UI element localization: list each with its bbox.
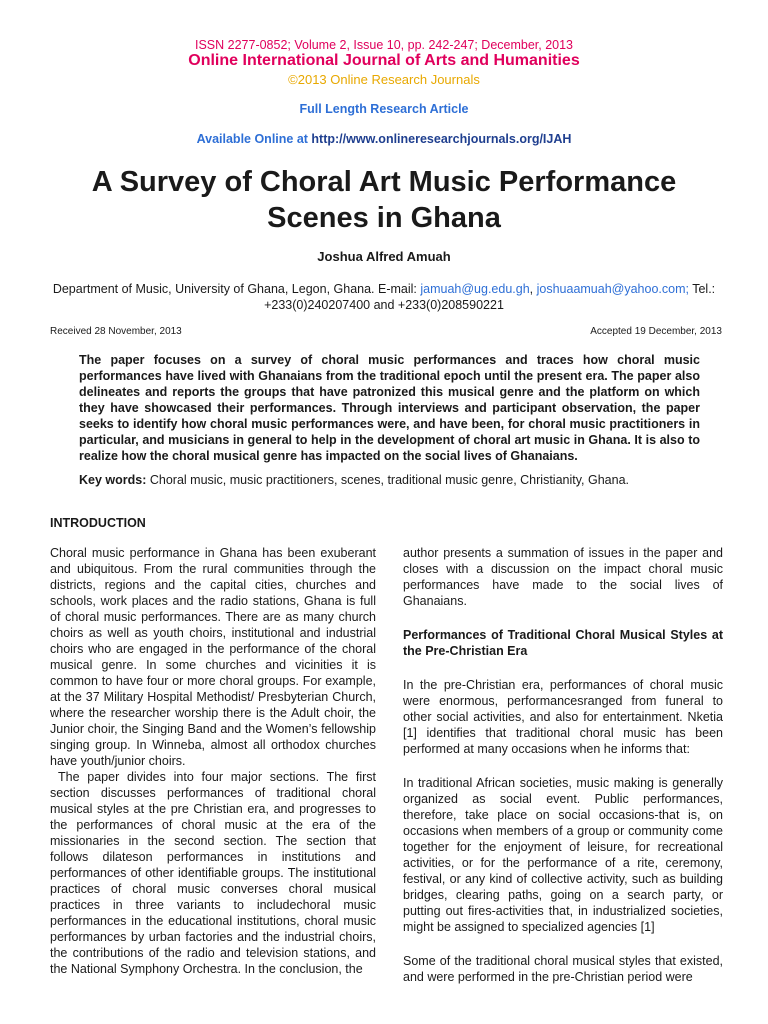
block-quote: In traditional African societies, music making is generally organized as social event. Public performances, therefore, take place on social occasions-that is, on occasions when members of a group or community come together for the enjoyment of leisure, for recreational activities, or for the performance of a rite, ceremony, festival, or any kind of collective activity, such as building bridges, clearing paths, going on a search party, or putting out fires-activities that, in industrialized societies, might be assigned to specialized agencies [1] <box>403 776 723 934</box>
paragraph: Some of the traditional choral musical styles that existed, and were performed in the pre-Christian period were <box>403 954 723 984</box>
journal-url-link[interactable]: http://www.onlineresearchjournals.org/IJAH <box>311 132 572 146</box>
paragraph: The paper divides into four major sections. The first section discusses performances of traditional choral musical styles at the pre Christian era, and progresses to the performances of choral music at the era of the missionaries in the second section. The section that follows dilateson performances in institutions and performances of other identifiable groups. The institutional practices of choral music converses choral musical practices in three variants to includechoral music performances in the educational institutions, choral music performances by urban factories and the industrial choirs, the contributions of the radio and television stations, and the National Symphony Orchestra. In the conclusion, the <box>50 770 376 976</box>
paragraph: In the pre-Christian era, performances of choral music were enormous, performancesranged from funeral to other social activities, and also for entertainment. Nketia [1] identifies that traditional choral music has been performed at many occasions when he informs that: <box>403 678 723 756</box>
keywords-label: Key words: <box>79 473 147 487</box>
left-column <box>50 545 376 977</box>
availability-line <box>0 132 768 146</box>
section-subheading: Performances of Traditional Choral Musical Styles at the Pre-Christian Era <box>403 628 723 658</box>
paper-title-line-2: Scenes in Ghana <box>267 202 501 234</box>
author-affiliation <box>50 281 718 313</box>
email-link-1[interactable]: jamuah@ug.edu.gh <box>420 282 530 296</box>
paragraph: Choral music performance in Ghana has been exuberant and ubiquitous. From the rural communities through the districts, regions and the capital cities, churches and schools, work places and the radio stations, Ghana is full of choral music performances. There are as many church choirs as well as youth choirs, institutional and industrial choirs who are engaged in the performance of the choral musical genre. In some churches and vicinities it is common to have four or more choral groups. For example, at the 37 Military Hospital Methodist/ Presbyterian Church, where the researcher worship there is the Adult choir, the Junior choir, the Singing Band and the Women’s fellowship singing group. In Winneba, almost all orthodox churches have youth/junior choirs. <box>50 546 376 768</box>
paper-title-line-1: A Survey of Choral Art Music Performance <box>91 166 677 198</box>
issn-line: ISSN 2277-0852; Volume 2, Issue 10, pp. 242-247; December, 2013 <box>194 38 574 52</box>
keywords-list: Choral music, music practitioners, scenes, traditional music genre, Christianity, Ghana. <box>146 473 629 487</box>
journal-title: Online International Journal of Arts and Humanities <box>188 52 580 69</box>
copyright-line: ©2013 Online Research Journals <box>288 72 480 87</box>
email-separator: , <box>529 282 537 296</box>
available-label: Available Online at <box>196 132 312 146</box>
abstract: The paper focuses on a survey of choral music performances and traces how choral music performances have lived with Ghanaians from the traditional epoch until the present era. The paper also delineates and reports the groups that have patronized this musical genre and the platform on which they have showcased their performances. Through interviews and participant observation, the paper seeks to identify how choral music performances were, and have been, for choral music practitioners in particular, and musicians in general to help in the development of choral art music in Ghana. It is also to realize how the choral musical genre has impacted on the social lives of Ghanaians. <box>79 353 700 463</box>
accepted-date: Accepted 19 December, 2013 <box>590 326 722 337</box>
affiliation-text: Department of Music, University of Ghana, Legon, Ghana. E-mail: <box>52 282 421 296</box>
article-type: Full Length Research Article <box>299 102 469 116</box>
received-date: Received 28 November, 2013 <box>50 326 182 337</box>
paragraph: author presents a summation of issues in the paper and closes with a discussion on the impact choral music performances have made to the social lives of Ghanaians. <box>403 546 723 608</box>
introduction-heading: INTRODUCTION <box>50 516 146 530</box>
keywords <box>79 473 700 487</box>
right-column <box>403 545 723 985</box>
paper-title <box>0 164 768 236</box>
author-name: Joshua Alfred Amuah <box>317 249 451 264</box>
phone-numbers: +233(0)240207400 and +233(0)208590221 <box>264 298 504 312</box>
email-link-2[interactable]: joshuaamuah@yahoo.com; <box>536 282 689 296</box>
tel-label: Tel.: <box>688 282 716 296</box>
